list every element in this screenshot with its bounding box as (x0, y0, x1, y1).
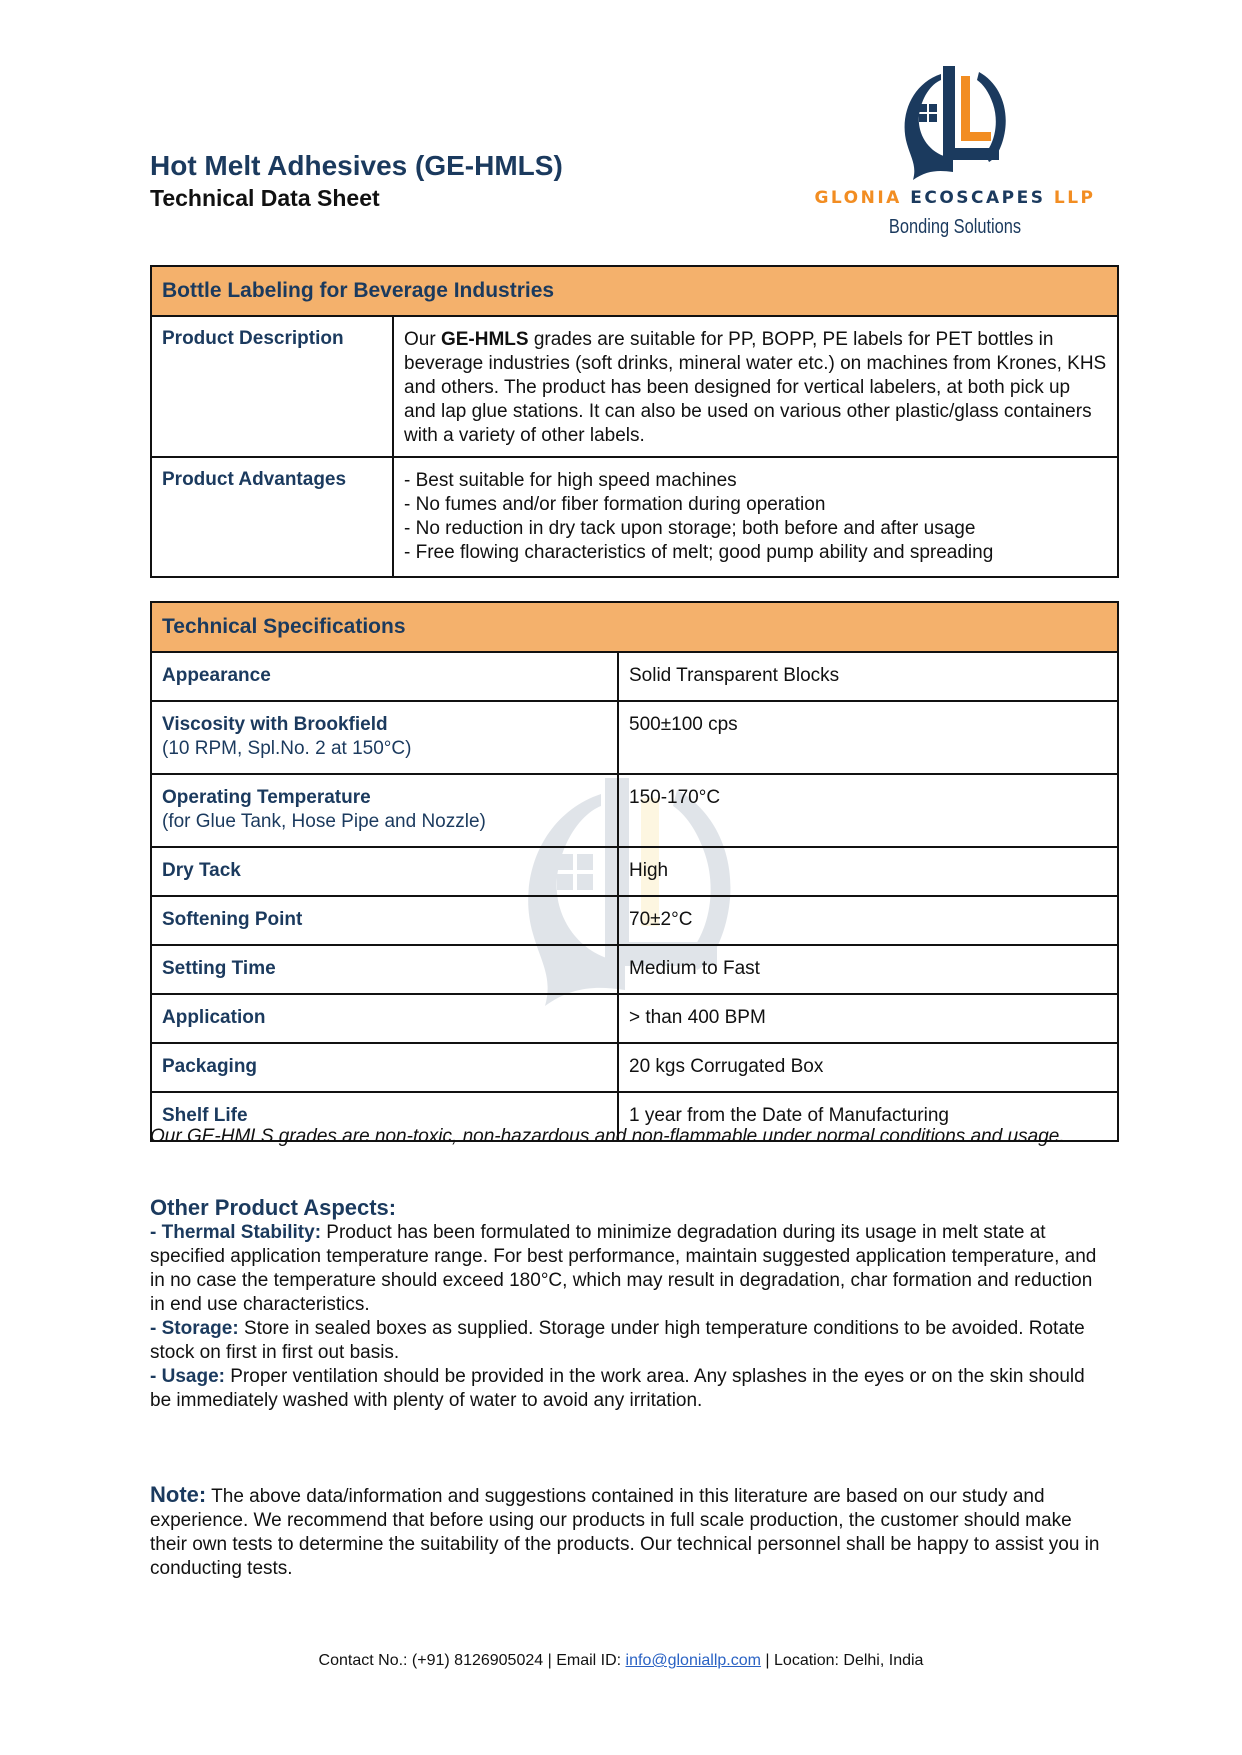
table-row (151, 457, 1118, 577)
spec-value: 500±100 cps (618, 701, 1118, 774)
table-row (151, 652, 1118, 701)
description-prefix: Our (404, 329, 441, 350)
other-aspects-section (150, 1195, 1110, 1413)
document-title: Hot Melt Adhesives (GE-HMLS) (150, 150, 563, 181)
spec-value: > than 400 BPM (618, 994, 1118, 1043)
spec-value: Solid Transparent Blocks (618, 652, 1118, 701)
table-row (151, 701, 1118, 774)
note-label: Note: (150, 1482, 207, 1507)
table-row (151, 994, 1118, 1043)
aspect-item (150, 1365, 1110, 1413)
logo-word-glonia: GLONIA (814, 188, 911, 208)
aspect-item (150, 1221, 1110, 1317)
advantage-item: - No fumes and/or fiber formation during operation (404, 494, 826, 515)
spec-label: Appearance (151, 652, 618, 701)
spec-value: Medium to Fast (618, 945, 1118, 994)
note-text: The above data/information and suggestions contained in this literature are based on our study and experience. We recommend that before using our products in full scale production, the customer should make their own tests to determine the suitability of the products. Our technical personnel shall be happy to assist you in conducting tests. (150, 1486, 1100, 1579)
safety-statement: Our GE-HMLS grades are non-toxic, non-hazardous and non-flammable under normal conditions and usage. (150, 1126, 1065, 1147)
product-code: GE-HMLS (440, 329, 529, 350)
document-subtitle: Technical Data Sheet (150, 185, 380, 211)
logo-tagline: Bonding Solutions (888, 216, 1022, 238)
advantage-item: - Best suitable for high speed machines (404, 470, 737, 491)
spec-label: Setting Time (151, 945, 618, 994)
spec-label-sub: (for Glue Tank, Hose Pipe and Nozzle) (162, 811, 486, 832)
spec-label: Shelf Life (151, 1092, 618, 1141)
table-row (151, 774, 1118, 847)
other-aspects-heading: Other Product Aspects: (150, 1195, 397, 1220)
table-row (151, 945, 1118, 994)
disclaimer-note (150, 1483, 1110, 1581)
advantage-item: - No reduction in dry tack upon storage; both before and after usage (404, 518, 976, 539)
spec-table (150, 601, 1119, 1142)
spec-value: High (618, 847, 1118, 896)
product-advantages-list (393, 457, 1118, 577)
spec-label-sub: (10 RPM, Spl.No. 2 at 150°C) (162, 738, 412, 759)
spec-label: Dry Tack (151, 847, 618, 896)
table-row (151, 316, 1118, 457)
spec-value: 20 kgs Corrugated Box (618, 1043, 1118, 1092)
spec-label: Application (151, 994, 618, 1043)
spec-label (151, 774, 618, 847)
aspect-text: Proper ventilation should be provided in the work area. Any splashes in the eyes or on the skin should be immediately washed with plenty of water to avoid any irritation. (150, 1366, 1085, 1411)
aspect-label: - Storage: (150, 1318, 239, 1339)
logo-word-ecoscapes: ECOSCAPES (910, 188, 1054, 208)
spec-label: Packaging (151, 1043, 618, 1092)
spec-label-main: Operating Temperature (162, 787, 371, 808)
company-logo (790, 62, 1120, 244)
aspect-label: - Usage: (150, 1366, 225, 1387)
product-advantages-label: Product Advantages (151, 457, 393, 577)
spec-value: 1 year from the Date of Manufacturing (618, 1092, 1118, 1141)
footer-contact (0, 1652, 1242, 1670)
spec-table-heading: Technical Specifications (151, 602, 1118, 652)
table-row (151, 847, 1118, 896)
product-table (150, 265, 1119, 578)
description-text: grades are suitable for PP, BOPP, PE labels for PET bottles in beverage industries (soft drinks, mineral water etc.) on machines from Krones, KHS and others. The product has been designed for vertical labelers, at both pick up and lap glue stations. It can also be used on various other plastic/glass containers with a variety of other labels. (404, 329, 1107, 446)
aspect-label: - Thermal Stability: (150, 1222, 322, 1243)
product-table-heading: Bottle Labeling for Beverage Industries (151, 266, 1118, 316)
aspect-text: Product has been formulated to minimize degradation during its usage in melt state at specified application temperature range. For best performance, maintain suggested application temperature, and in no case the temperature should exceed 180°C, which may result in degradation, char formation and reduction in end use characteristics. (150, 1222, 1097, 1315)
advantage-item: - Free flowing characteristics of melt; good pump ability and spreading (404, 542, 994, 563)
logo-word-llp: LLP (1053, 188, 1096, 208)
logo-mark-icon (893, 62, 1023, 192)
spec-label: Softening Point (151, 896, 618, 945)
table-row (151, 1043, 1118, 1092)
spec-label (151, 701, 618, 774)
spec-value: 70±2°C (618, 896, 1118, 945)
footer-email-link[interactable]: info@gloniallp.com (625, 1652, 761, 1669)
spec-label-main: Viscosity with Brookfield (162, 714, 388, 735)
aspect-text: Store in sealed boxes as supplied. Storage under high temperature conditions to be avoided. Rotate stock on first in first out basis. (150, 1318, 1085, 1363)
aspect-item (150, 1317, 1110, 1365)
footer-contact-number: Contact No.: (+91) 8126905024 | Email ID: (318, 1652, 626, 1669)
table-row (151, 896, 1118, 945)
footer-location: | Location: Delhi, India (760, 1652, 924, 1669)
spec-value: 150-170°C (618, 774, 1118, 847)
product-description-value (393, 316, 1118, 457)
product-description-label: Product Description (151, 316, 393, 457)
logo-company-name (790, 188, 1120, 208)
